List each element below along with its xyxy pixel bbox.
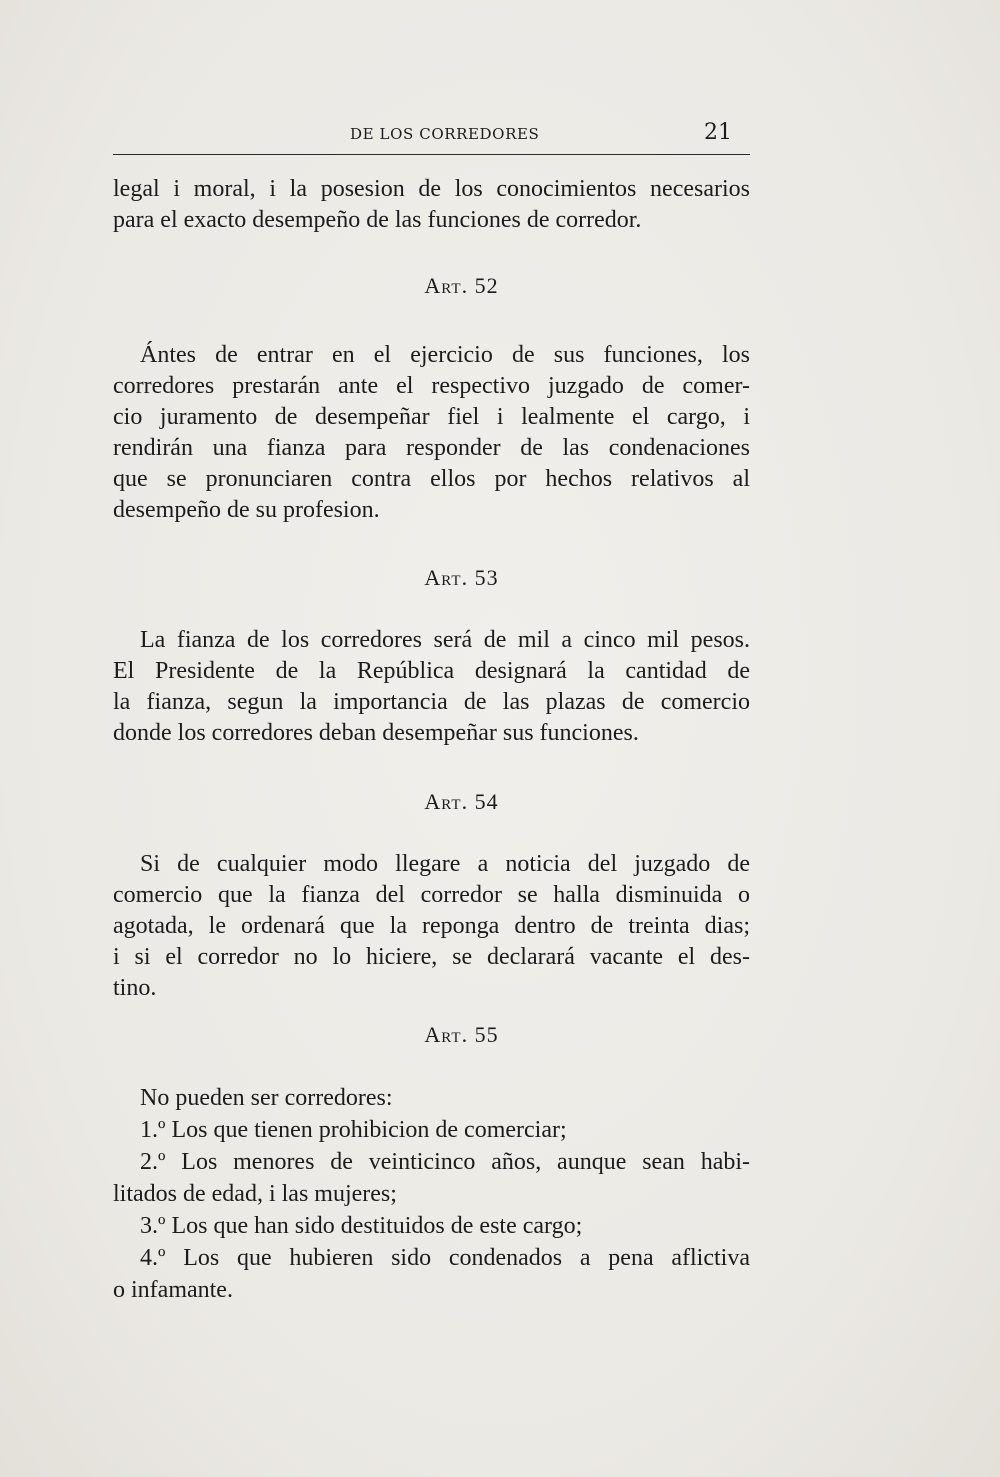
list-item: 1.º Los que tienen prohibicion de comerciar; xyxy=(140,1117,567,1143)
list-item: 2.º Los menores de veinticinco años, aunque sean habi- xyxy=(140,1149,750,1175)
body-line: agotada, le ordenará que la reponga dentro de treinta dias; xyxy=(113,913,750,939)
body-line: No pueden ser corredores: xyxy=(140,1085,393,1111)
list-item: 4.º Los que hubieren sido condenados a pena aflictiva xyxy=(140,1245,750,1271)
list-item-continuation: o infamante. xyxy=(113,1277,233,1303)
article-heading-52 xyxy=(113,273,750,299)
body-line: cio juramento de desempeñar fiel i lealmente el cargo, i xyxy=(113,404,750,430)
article-label: Art. 54 xyxy=(424,789,499,814)
body-line: Si de cualquier modo llegare a noticia del juzgado de xyxy=(140,851,750,877)
body-line: que se pronunciaren contra ellos por hechos relativos al xyxy=(113,466,750,492)
body-line: i si el corredor no lo hiciere, se declarará vacante el des- xyxy=(113,944,750,970)
article-heading-53 xyxy=(113,565,750,591)
body-line: desempeño de su profesion. xyxy=(113,497,380,523)
running-head: DE LOS CORREDORES xyxy=(350,125,540,143)
article-label: Art. 52 xyxy=(424,273,499,298)
body-line: El Presidente de la República designará la cantidad de xyxy=(113,658,750,684)
body-line: corredores prestarán ante el respectivo juzgado de comer- xyxy=(113,373,750,399)
list-item: 3.º Los que han sido destituidos de este cargo; xyxy=(140,1213,583,1239)
body-line: tino. xyxy=(113,975,157,1001)
body-line: donde los corredores deban desempeñar sus funciones. xyxy=(113,720,639,746)
body-line: la fianza, segun la importancia de las plazas de comercio xyxy=(113,689,750,715)
article-label: Art. 55 xyxy=(424,1022,499,1047)
article-heading-55 xyxy=(113,1022,750,1048)
body-line: para el exacto desempeño de las funciones de corredor. xyxy=(113,207,642,233)
body-line: rendirán una fianza para responder de las condenaciones xyxy=(113,435,750,461)
body-line: legal i moral, i la posesion de los conocimientos necesarios xyxy=(113,176,750,202)
body-line: La fianza de los corredores será de mil a cinco mil pesos. xyxy=(140,627,750,653)
article-heading-54 xyxy=(113,789,750,815)
article-label: Art. 53 xyxy=(424,565,499,590)
page-header xyxy=(113,120,750,155)
body-line: Ántes de entrar en el ejercicio de sus funciones, los xyxy=(140,342,750,368)
list-item-continuation: litados de edad, i las mujeres; xyxy=(113,1181,397,1207)
body-line: comercio que la fianza del corredor se halla disminuida o xyxy=(113,882,750,908)
page-number: 21 xyxy=(704,120,732,145)
